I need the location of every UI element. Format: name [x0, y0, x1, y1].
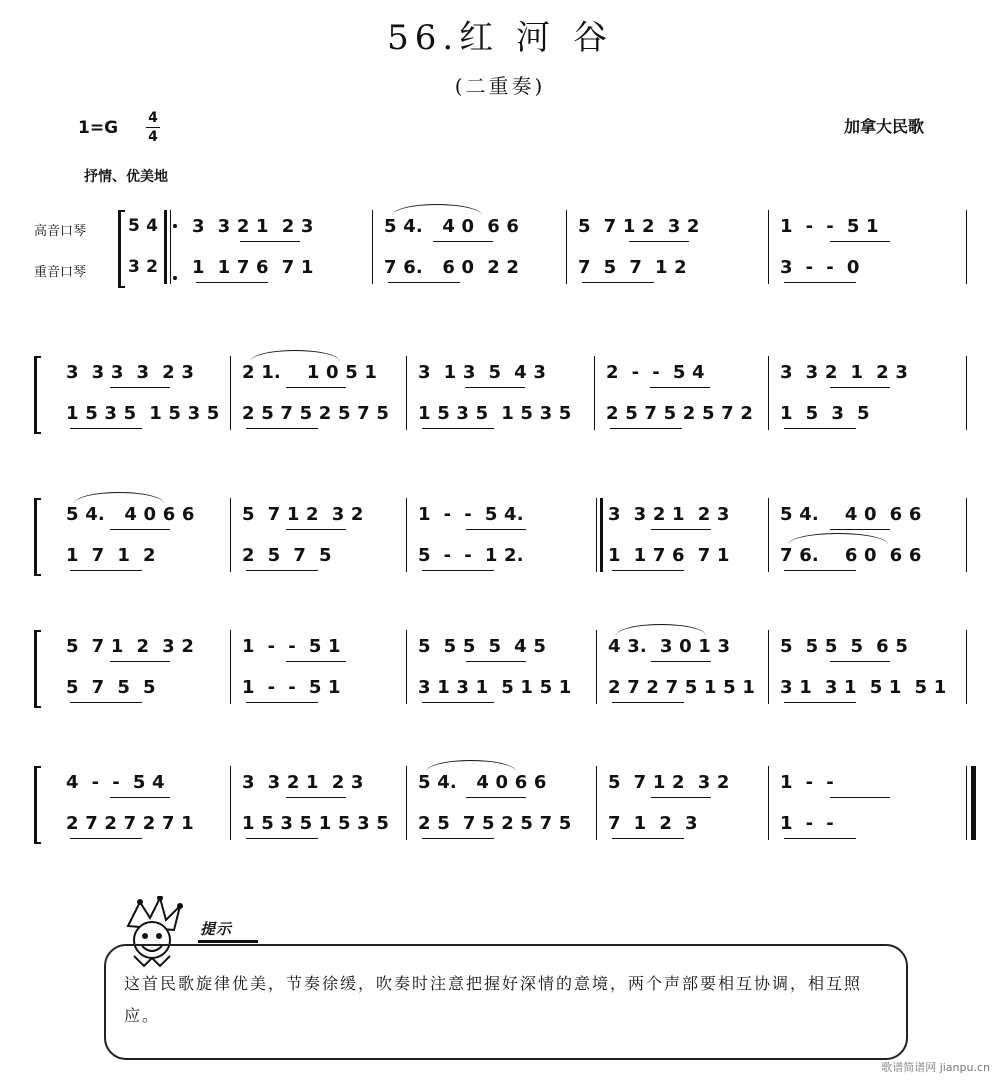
system-bracket	[34, 498, 41, 576]
beam-underline	[629, 241, 689, 242]
beam-underline	[830, 387, 890, 388]
slur-arc	[74, 492, 164, 515]
beam-underline	[466, 529, 526, 530]
beam-underline	[240, 241, 300, 242]
beam-underline	[110, 529, 170, 530]
measure-upper-notes: 1 - - 5 1	[242, 636, 341, 657]
measure-lower-notes: 1 5 3 5 1 5 3 5	[242, 813, 390, 834]
barline	[768, 210, 769, 284]
measure-lower-notes: 7 5 7 1 2	[578, 257, 687, 278]
site-watermark: 歌谱简谱网 jianpu.cn	[881, 1061, 990, 1074]
measure-lower-notes: 1 - -	[780, 813, 834, 834]
barline	[230, 766, 231, 840]
slur-arc	[250, 350, 340, 373]
measure-lower-notes: 1 5 3 5 1 5 3 5	[66, 403, 220, 424]
beam-underline	[784, 428, 856, 429]
measure-upper-notes: 2 - - 5 4	[606, 362, 705, 383]
measure-lower-notes: 1 7 1 2	[66, 545, 156, 566]
beam-underline	[465, 387, 525, 388]
barline	[596, 630, 597, 704]
measure-upper-notes: 5 4. 4 0 6 6	[384, 216, 520, 237]
measure-upper-notes: 5 4. 4 0 6 6	[418, 772, 547, 793]
lower-clef-notes: 3 2	[128, 257, 159, 277]
beam-underline	[422, 570, 494, 571]
beam-underline	[612, 702, 684, 703]
measure-upper-notes: 5 7 1 2 3 2	[608, 772, 730, 793]
measure-lower-notes: 7 1 2 3	[608, 813, 698, 834]
barline	[966, 356, 967, 430]
beam-underline	[582, 282, 654, 283]
beam-underline	[784, 282, 856, 283]
page-title: 56.红 河 谷	[387, 18, 613, 58]
barline	[966, 630, 967, 704]
beam-underline	[286, 661, 346, 662]
beam-underline	[246, 702, 318, 703]
beam-underline	[286, 797, 346, 798]
measure-upper-notes: 3 3 2 1 2 3	[192, 216, 314, 237]
beam-underline	[784, 838, 856, 839]
beam-underline	[784, 570, 856, 571]
tip-title: 提示	[200, 920, 233, 938]
double-barline	[164, 210, 171, 284]
barline	[566, 210, 567, 284]
measure-lower-notes: 7 6. 6 0 6 6	[780, 545, 922, 566]
barline	[406, 766, 407, 840]
measure-lower-notes: 2 5 7 5 2 5 7 5	[242, 403, 390, 424]
beam-underline	[830, 797, 890, 798]
song-origin: 加拿大民歌	[844, 117, 925, 136]
measure-lower-notes: 2 7 2 7 5 1 5 1	[608, 677, 756, 698]
measure-upper-notes: 5 7 1 2 3 2	[242, 504, 364, 525]
measure-lower-notes: 2 7 2 7 2 7 1	[66, 813, 194, 834]
measure-upper-notes: 3 1 3 5 4 3	[418, 362, 547, 383]
beam-underline	[422, 702, 494, 703]
measure-lower-notes: 1 - - 5 1	[242, 677, 341, 698]
beam-underline	[286, 529, 346, 530]
upper-part-label: 高音口琴	[34, 224, 87, 239]
beam-underline	[830, 661, 890, 662]
slur-arc	[426, 760, 516, 783]
barline	[768, 498, 769, 572]
beam-underline	[650, 387, 710, 388]
slur-arc	[788, 533, 888, 556]
measure-lower-notes: 1 5 3 5	[780, 403, 870, 424]
measure-upper-notes: 5 4. 4 0 6 6	[66, 504, 195, 525]
beam-underline	[246, 838, 318, 839]
barline	[406, 356, 407, 430]
barline	[768, 766, 769, 840]
slur-arc	[616, 624, 706, 647]
beam-underline	[612, 570, 684, 571]
tempo-marking: 抒情、优美地	[84, 169, 168, 185]
barline	[372, 210, 373, 284]
measure-lower-notes: 2 5 7 5 2 5 7 5	[418, 813, 572, 834]
tip-text: 这首民歌旋律优美，节奏徐缓，吹奏时注意把握好深情的意境，两个声部要相互协调，相互照应。	[124, 974, 863, 1025]
measure-upper-notes: 3 3 2 1 2 3	[242, 772, 364, 793]
beam-underline	[830, 241, 890, 242]
measure-upper-notes: 1 - - 5 1	[780, 216, 879, 237]
final-barline	[966, 766, 976, 840]
lower-part-label: 重音口琴	[34, 265, 87, 280]
system-bracket	[118, 210, 125, 288]
measure-upper-notes: 5 4. 4 0 6 6	[780, 504, 922, 525]
measure-lower-notes: 2 5 7 5	[242, 545, 332, 566]
beam-underline	[110, 797, 170, 798]
measure-upper-notes: 5 5 5 5 6 5	[780, 636, 909, 657]
measure-lower-notes: 1 1 7 6 7 1	[192, 257, 314, 278]
beam-underline	[246, 428, 318, 429]
measure-lower-notes: 5 - - 1 2.	[418, 545, 524, 566]
meter-top: 4	[148, 110, 158, 126]
beam-underline	[388, 282, 460, 283]
measure-upper-notes: 3 3 2 1 2 3	[608, 504, 730, 525]
beam-underline	[651, 661, 711, 662]
measure-upper-notes: 5 7 1 2 3 2	[578, 216, 700, 237]
meter-divider	[146, 127, 160, 128]
beam-underline	[70, 838, 142, 839]
upper-clef-notes: 5 4	[128, 216, 159, 236]
beam-underline	[246, 570, 318, 571]
barline	[768, 356, 769, 430]
meter-bottom: 4	[148, 129, 158, 145]
barline	[768, 630, 769, 704]
system-bracket	[34, 630, 41, 708]
page-subtitle: (二重奏)	[454, 74, 546, 98]
beam-underline	[70, 702, 142, 703]
slur-arc	[392, 204, 482, 227]
barline	[596, 498, 597, 572]
measure-lower-notes: 3 1 3 1 5 1 5 1	[780, 677, 947, 698]
beam-underline	[70, 570, 142, 571]
measure-lower-notes: 5 7 5 5	[66, 677, 156, 698]
repeat-dots	[173, 224, 177, 280]
beam-underline	[466, 661, 526, 662]
barline	[230, 356, 231, 430]
time-signature	[146, 110, 160, 145]
system-bracket	[34, 766, 41, 844]
beam-underline	[422, 428, 494, 429]
barline	[966, 498, 967, 572]
beam-underline	[110, 661, 170, 662]
measure-upper-notes: 4 3. 3 0 1 3	[608, 636, 731, 657]
barline	[230, 630, 231, 704]
barline	[406, 498, 407, 572]
beam-underline	[651, 529, 711, 530]
measure-lower-notes: 7 6. 6 0 2 2	[384, 257, 520, 278]
beam-underline	[830, 529, 890, 530]
barline	[230, 498, 231, 572]
beam-underline	[196, 282, 268, 283]
system-bracket	[34, 356, 41, 434]
barline	[596, 766, 597, 840]
beam-underline	[286, 387, 346, 388]
beam-underline	[612, 838, 684, 839]
measure-lower-notes: 3 1 3 1 5 1 5 1	[418, 677, 572, 698]
measure-upper-notes: 5 7 1 2 3 2	[66, 636, 195, 657]
measure-upper-notes: 3 3 2 1 2 3	[780, 362, 909, 383]
repeat-barline	[600, 498, 605, 572]
beam-underline	[651, 797, 711, 798]
beam-underline	[466, 797, 526, 798]
measure-upper-notes: 2 1. 1 0 5 1	[242, 362, 378, 383]
beam-underline	[784, 702, 856, 703]
beam-underline	[110, 387, 170, 388]
measure-upper-notes: 1 - -	[780, 772, 834, 793]
beam-underline	[422, 838, 494, 839]
barline	[966, 210, 967, 284]
barline	[594, 356, 595, 430]
key-signature: 1=G	[78, 118, 119, 138]
measure-upper-notes: 3 3 3 3 2 3	[66, 362, 195, 383]
beam-underline	[433, 241, 493, 242]
barline	[406, 630, 407, 704]
beam-underline	[610, 428, 682, 429]
beam-underline	[70, 428, 142, 429]
measure-upper-notes: 1 - - 5 4.	[418, 504, 524, 525]
measure-lower-notes: 2 5 7 5 2 5 7 2	[606, 403, 754, 424]
measure-upper-notes: 4 - - 5 4	[66, 772, 165, 793]
measure-lower-notes: 1 5 3 5 1 5 3 5	[418, 403, 572, 424]
measure-lower-notes: 3 - - 0	[780, 257, 860, 278]
tip-title-underline	[198, 940, 258, 943]
measure-lower-notes: 1 1 7 6 7 1	[608, 545, 730, 566]
measure-upper-notes: 5 5 5 5 4 5	[418, 636, 547, 657]
